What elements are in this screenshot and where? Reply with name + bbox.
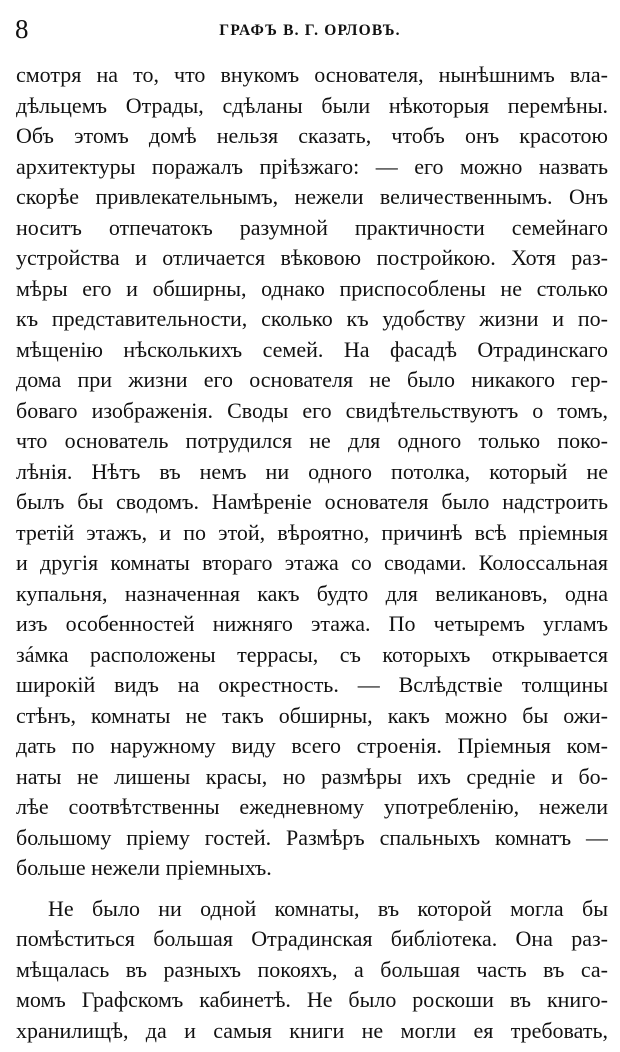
text-line: большому пріему гостей. Размѣръ спальныхъ комнатъ — (16, 824, 608, 850)
paragraph-2 (16, 894, 608, 1047)
text-line: мѣщалась въ разныхъ покояхъ, а большая часть въ са- (16, 956, 608, 982)
text-line: боваго изображенія. Своды его свидѣтельствуютъ о томъ, (16, 397, 608, 423)
text-line: момъ Графскомъ кабинетѣ. Не было роскоши въ книго- (16, 987, 608, 1012)
text-line: мѣры его и обширны, однако приспособлены не столько (16, 275, 608, 301)
paragraph-gap (16, 884, 608, 894)
text-line: носитъ отпечатокъ разумной практичности семейнаго (16, 214, 608, 240)
text-line: былъ бы сводомъ. Намѣреніе основателя было надстроить (16, 489, 608, 514)
page-header (0, 0, 620, 60)
text-line: изъ особенностей нижняго этажа. По четыремъ угламъ (16, 611, 608, 636)
text-line: архитектуры поражалъ пріѣзжаго: — его можно назвать (16, 153, 608, 179)
text-line: скорѣе привлекательнымъ, нежели величественнымъ. Онъ (16, 184, 608, 209)
text-line: наты не лишены красы, но размѣры ихъ средніе и бо- (16, 763, 608, 789)
text-line: лѣнія. Нѣтъ въ немъ ни одного потолка, который не (16, 458, 608, 484)
text-line: что основатель потрудился не для одного только поко- (16, 428, 608, 453)
text-line: третій этажъ, и по этой, вѣроятно, причинѣ всѣ пріемныя (16, 519, 608, 545)
text-line: мѣщенію нѣсколькихъ семей. На фасадѣ Отрадинскаго (16, 336, 608, 362)
text-line: помѣститься большая Отрадинская библіотека. Она раз- (16, 926, 608, 951)
text-line: хранилищѣ, да и самыя книги не могли ея требовать, (16, 1017, 608, 1043)
text-line: смотря на то, что внукомъ основателя, нынѣшнимъ вла- (16, 62, 608, 87)
text-line: купальня, назначенная какъ будто для великановъ, одна (16, 580, 608, 606)
text-line: зáмка расположены террасы, съ которыхъ открывается (16, 641, 608, 667)
paragraph-1 (16, 60, 608, 884)
text-line: Объ этомъ домѣ нельзя сказать, чтобъ онъ красотою (16, 123, 608, 148)
text-line: дѣльцемъ Отрады, сдѣланы были нѣкоторыя перемѣны. (16, 92, 608, 118)
text-line: больше нежели пріемныхъ. (16, 855, 272, 880)
running-title: ГРАФЪ В. Г. ОРЛОВЪ. (219, 22, 401, 39)
body-text (16, 60, 608, 1046)
text-line: стѣнъ, комнаты не такъ обширны, какъ можно бы ожи- (16, 702, 608, 728)
text-line: дома при жизни его основателя не было никакого гер- (16, 367, 608, 392)
page-number: 8 (15, 14, 29, 44)
text-line: лѣе соотвѣтственны ежедневному употребленію, нежели (16, 794, 608, 819)
text-line: широкій видъ на окрестность. — Вслѣдствіе толщины (16, 672, 608, 697)
text-line: дать по наружному виду всего строенія. Пріемныя ком- (16, 733, 608, 758)
text-line: и другія комнаты втораго этажа со сводами. Колоссальная (16, 550, 608, 575)
text-line: къ представительности, сколько къ удобству жизни и по- (16, 306, 608, 331)
text-line: устройства и отличается вѣковою постройкою. Хотя раз- (16, 245, 608, 270)
text-line: Не было ни одной комнаты, въ которой могла бы (48, 895, 608, 921)
